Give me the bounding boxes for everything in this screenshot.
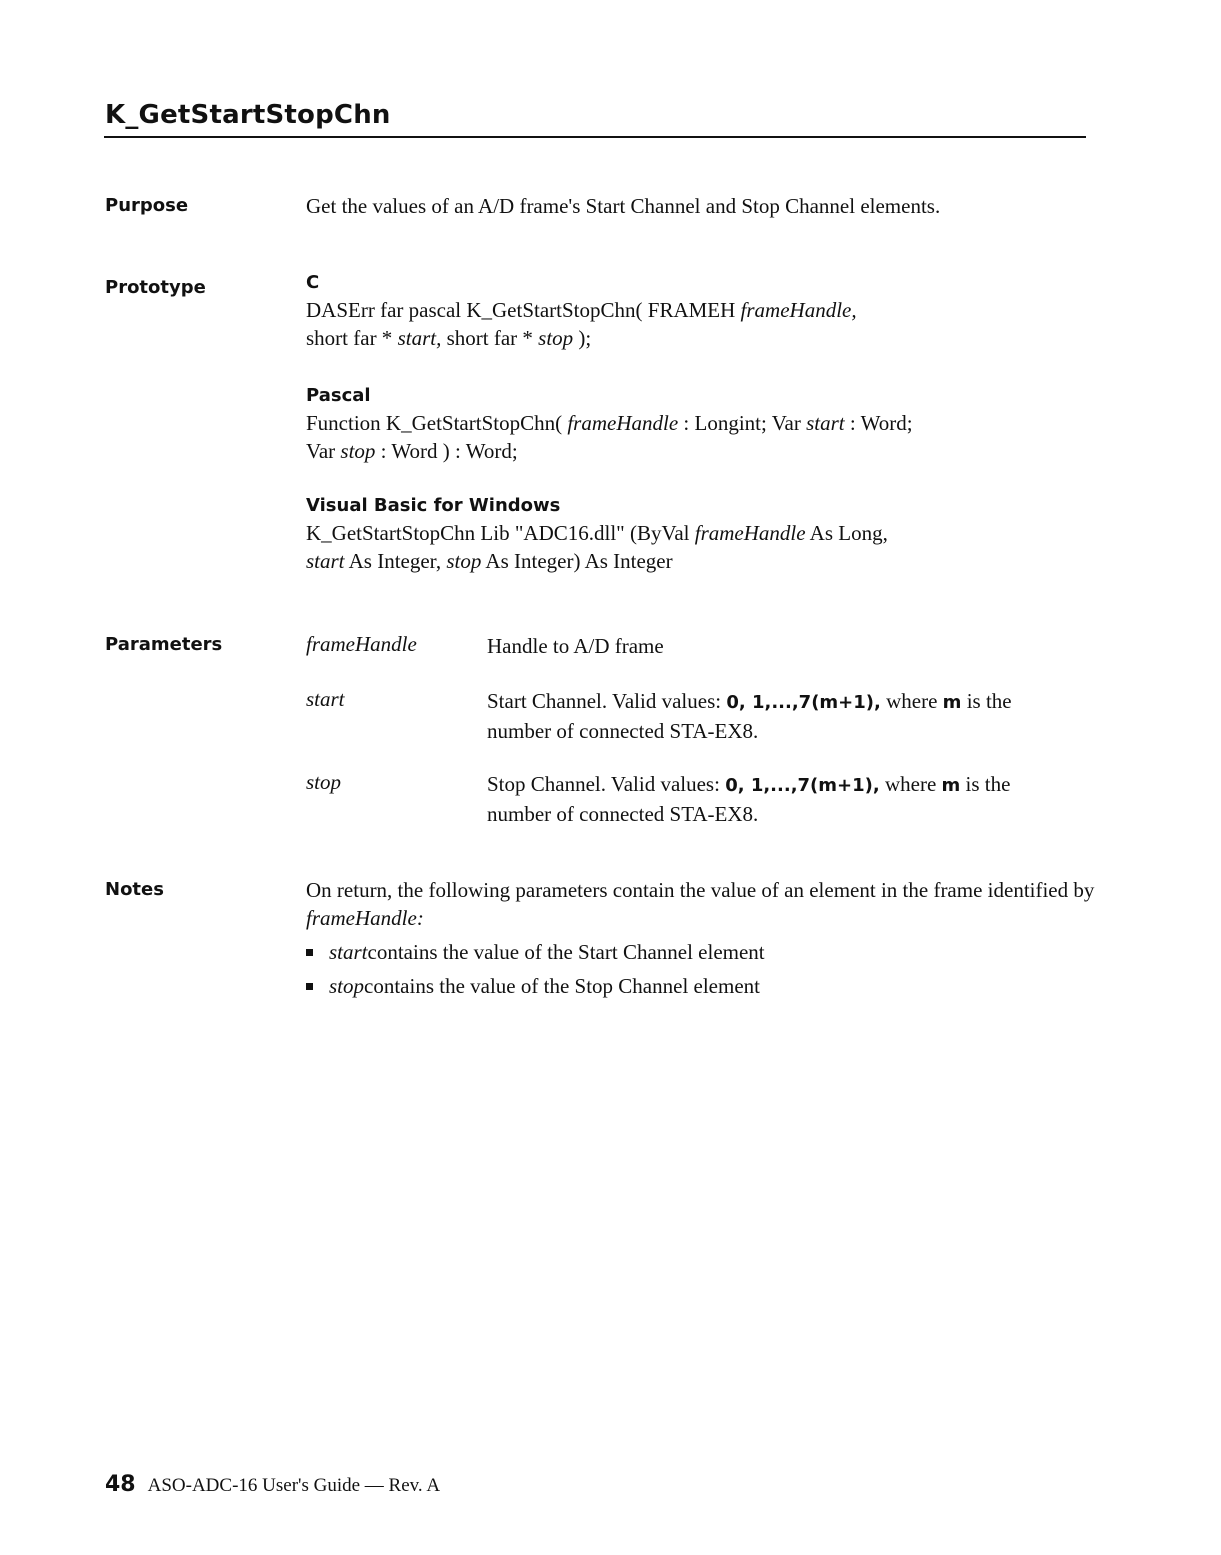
param-frameHandle: frameHandle, (740, 298, 857, 322)
page-footer (105, 1472, 440, 1497)
param-name-stop: stop (306, 770, 342, 794)
prototype-c-heading: C (306, 272, 320, 293)
bullet-icon (306, 949, 313, 956)
prototype-pascal-line-2: Var stop : Word ) : Word; (306, 439, 518, 463)
page-number: 48 (105, 1472, 136, 1497)
prototype-c-line-2: short far * start, short far * stop ); (306, 326, 592, 350)
param-desc-start: Start Channel. Valid values: 0, 1,...,7(m+1), where m is the number of connected STA-EX8. (487, 689, 1012, 743)
title-rule (104, 136, 1086, 138)
param-desc-frameHandle: Handle to A/D frame (487, 634, 664, 658)
prototype-c-block (306, 270, 857, 352)
bullet-icon (306, 983, 313, 990)
prototype-c-line-1: DASErr far pascal K_GetStartStopChn( FRAMEH frameHandle, (306, 298, 857, 322)
purpose-label: Purpose (105, 195, 189, 216)
prototype-pascal-heading: Pascal (306, 385, 371, 406)
prototype-pascal-block (306, 383, 913, 465)
prototype-pascal-line-1: Function K_GetStartStopChn( frameHandle : Longint; Var start : Word; (306, 411, 913, 435)
parameters-label: Parameters (105, 634, 223, 655)
footer-text: ASO-ADC-16 User's Guide — Rev. A (147, 1475, 441, 1496)
prototype-label: Prototype (105, 277, 206, 298)
notes-intro: On return, the following parameters contain the value of an element in the frame identified by frameHandle: (306, 878, 1095, 930)
param-name-start: start (306, 687, 345, 711)
page-title: K_GetStartStopChn (105, 100, 391, 130)
param-desc-stop: Stop Channel. Valid values: 0, 1,...,7(m+1), where m is the number of connected STA-EX8. (487, 772, 1011, 826)
prototype-vb-block (306, 493, 888, 575)
prototype-vb-line-2: start As Integer, stop As Integer) As Integer (306, 549, 673, 573)
notes-bullet-stop: stop contains the value of the Stop Channel element (306, 972, 760, 1000)
prototype-vb-line-1: K_GetStartStopChn Lib "ADC16.dll" (ByVal frameHandle As Long, (306, 521, 888, 545)
purpose-text: Get the values of an A/D frame's Start Channel and Stop Channel elements. (306, 194, 941, 218)
notes-bullet-start: start contains the value of the Start Channel element (306, 938, 765, 966)
notes-label: Notes (105, 879, 164, 900)
param-name-frameHandle: frameHandle (306, 632, 417, 656)
prototype-vb-heading: Visual Basic for Windows (306, 495, 561, 516)
